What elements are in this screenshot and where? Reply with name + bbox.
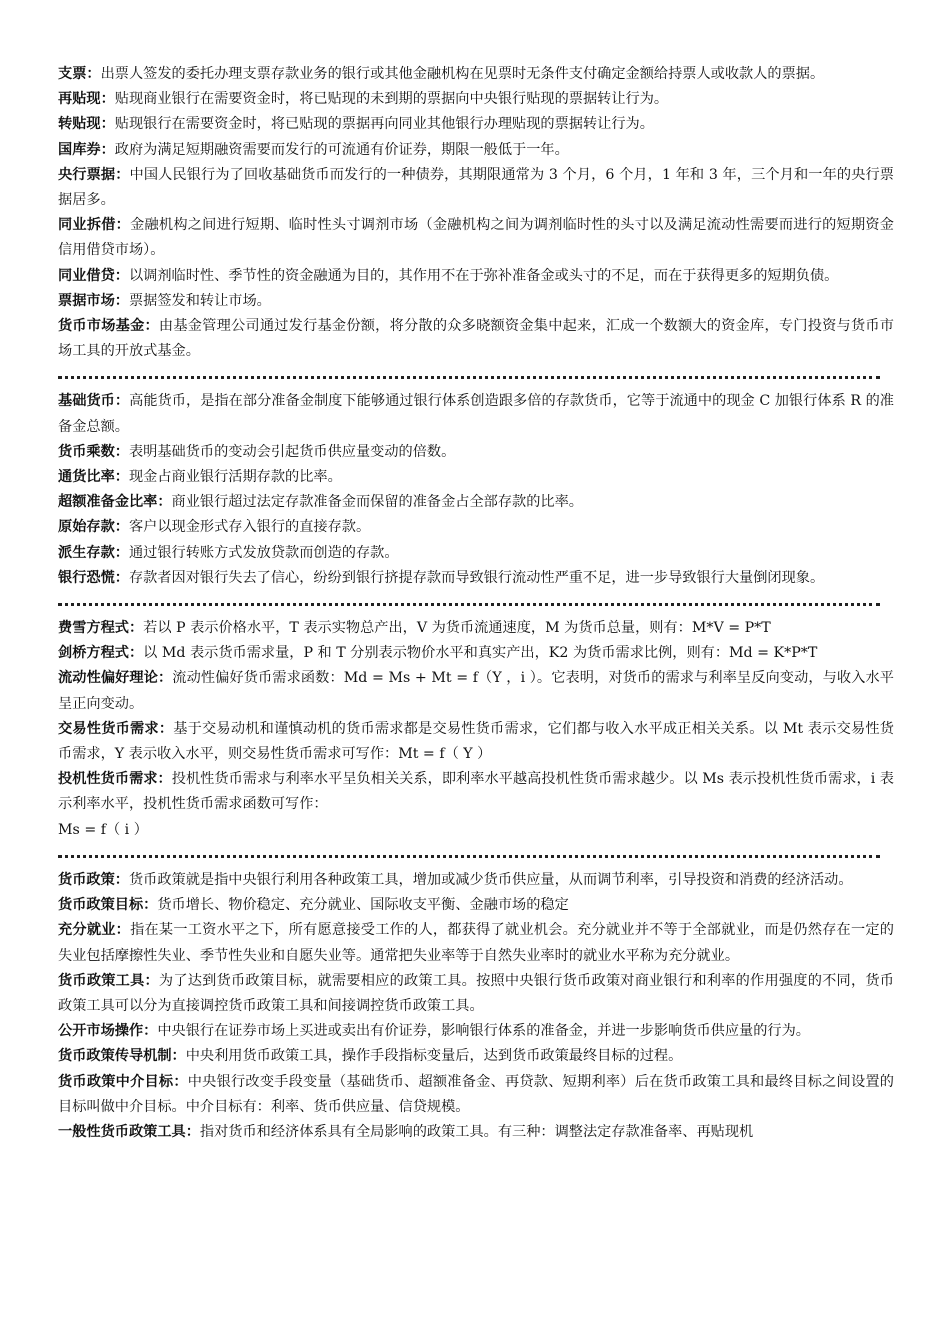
definition-text: 贴现商业银行在需要资金时，将已贴现的未到期的票据向中央银行贴现的票据转让行为。 — [114, 91, 669, 108]
definition-text: 通过银行转账方式发放贷款而创造的存款。 — [128, 544, 399, 561]
definition-entry — [58, 465, 894, 490]
term-label: 货币市场基金： — [58, 318, 159, 335]
definition-text: 中央银行在证券市场上买进或卖出有价证券，影响银行体系的准备金，并进一步影响货币供应量的行为。 — [157, 1023, 810, 1040]
definition-text: 货币政策就是指中央银行利用各种政策工具，增加或减少货币供应量，从而调节利率，引导投资和消费的经济活动。 — [128, 871, 853, 888]
definition-text: 由基金管理公司通过发行基金份额，将分散的众多晓额资金集中起来，汇成一个数额大的资金库，专门投资与货币市场工具的开放式基金。 — [58, 318, 894, 360]
term-label: 超额准备金比率： — [58, 494, 172, 511]
definition-entry — [58, 616, 894, 641]
definition-text: 中央银行改变手段变量（基础货币、超额准备金、再贷款、短期利率）后在货币政策工具和最终目标之间设置的目标叫做中介目标。中介目标有：利率、货币供应量、信贷规模。 — [58, 1073, 894, 1115]
definition-text: 贴现银行在需要资金时，将已贴现的票据再向同业其他银行办理贴现的票据转让行为。 — [114, 116, 654, 133]
term-label: 支票： — [58, 66, 101, 82]
definition-text: 流动性偏好货币需求函数：Md = Ms + Mt = f（Y ，i ）。它表明，对货币的需求与利率呈反向变动，与收入水平呈正向变动。 — [58, 670, 894, 712]
definition-text: 金融机构之间进行短期、临时性头寸调剂市场（金融机构之间为调剂临时性的头寸以及满足流动性需要而进行的短期资金信用借贷市场）。 — [58, 217, 894, 259]
definition-text: 以调剂临时性、季节性的资金融通为目的，其作用不在于弥补准备金或头寸的不足，而在于获得更多的短期负债。 — [128, 267, 839, 284]
definition-entry — [58, 289, 894, 314]
definition-text: 以 Md 表示货币需求量，P 和 T 分别表示物价水平和真实产出，K2 为货币需求比例，则有：Md = K*P*T — [143, 645, 818, 662]
section-money-demand — [58, 616, 894, 843]
term-label: 国库券： — [58, 141, 115, 158]
definition-entry — [58, 566, 894, 591]
term-label: 货币政策传导机制： — [58, 1048, 186, 1065]
term-label: 货币政策工具： — [58, 972, 159, 989]
formula-line — [58, 818, 894, 843]
term-label: 充分就业： — [58, 922, 131, 939]
term-label: 票据市场： — [58, 292, 129, 309]
definition-text: 基于交易动机和谨慎动机的货币需求都是交易性货币需求，它们都与收入水平成正相关关系。以 Mt 表示交易性货币需求，Y 表示收入水平，则交易性货币需求可写作：Mt = f（ Y ） — [58, 720, 894, 763]
definition-entry — [58, 264, 894, 289]
definition-text: 货币增长、物价稳定、充分就业、国际收支平衡、金融市场的稳定 — [157, 897, 569, 914]
section-monetary-policy — [58, 868, 894, 1145]
definition-entry — [58, 666, 894, 716]
definition-entry — [58, 1070, 894, 1120]
term-label: 通货比率： — [58, 469, 129, 486]
definition-entry — [58, 112, 894, 137]
definition-entry — [58, 490, 894, 515]
definition-text: 指对货币和经济体系具有全局影响的政策工具。有三种：调整法定存款准备率、再贴现机 — [199, 1123, 754, 1140]
definition-entry — [58, 717, 894, 767]
term-label: 公开市场操作： — [58, 1023, 158, 1040]
term-label: 投机性货币需求： — [58, 771, 172, 788]
definition-entry — [58, 314, 894, 364]
term-label: 转贴现： — [58, 116, 115, 133]
definition-text: 指在某一工资水平之下，所有愿意接受工作的人，都获得了就业机会。充分就业并不等于全部就业，而是仍然存在一定的失业包括摩擦性失业、季节性失业和自愿失业等。通常把失业率等于自然失业率时的就业水平称为充分就业。 — [58, 922, 894, 964]
term-label: 货币政策目标： — [58, 897, 158, 914]
definition-entry — [58, 1019, 894, 1044]
definition-text: 表明基础货币的变动会引起货币供应量变动的倍数。 — [128, 443, 456, 460]
definition-text: 中央利用货币政策工具，操作手段指标变量后，达到货币政策最终目标的过程。 — [185, 1048, 683, 1065]
definition-entry — [58, 918, 894, 968]
term-label: 剑桥方程式： — [58, 645, 144, 662]
definition-entry — [58, 213, 894, 263]
definition-text: 商业银行超过法定存款准备金而保留的准备金占全部存款的比率。 — [171, 494, 583, 511]
definition-entry — [58, 163, 894, 213]
dotted-divider — [58, 843, 894, 868]
definition-text: 存款者因对银行失去了信心，纷纷到银行挤提存款而导致银行流动性严重不足，进一步导致银行大量倒闭现象。 — [128, 569, 825, 586]
section-money-supply — [58, 389, 894, 591]
term-label: 交易性货币需求： — [58, 720, 174, 737]
term-label: 货币乘数： — [58, 443, 129, 460]
definition-entry — [58, 62, 894, 87]
term-label: 货币政策： — [58, 871, 129, 888]
definition-text: 若以 P 表示价格水平，T 表示实物总产出，V 为货币流通速度，M 为货币总量，则有：M*V = P*T — [143, 620, 771, 637]
term-label: 同业借贷： — [58, 267, 129, 284]
term-label: 流动性偏好理论： — [58, 670, 173, 687]
term-label: 货币政策中介目标： — [58, 1073, 188, 1090]
definition-entry — [58, 893, 894, 918]
definition-text: 中国人民银行为了回收基础货币而发行的一种债券，其期限通常为 3 个月，6 个月，1 年和 3 年，三个月和一年的央行票据居多。 — [58, 166, 894, 209]
definition-entry — [58, 541, 894, 566]
dotted-divider — [58, 591, 894, 616]
definition-entry — [58, 868, 894, 893]
definition-entry — [58, 767, 894, 817]
term-label: 派生存款： — [58, 544, 129, 561]
definition-entry — [58, 1120, 894, 1145]
definition-entry — [58, 515, 894, 540]
definition-text: 投机性货币需求与利率水平呈负相关关系，即利率水平越高投机性货币需求越少。以 Ms 表示投机性货币需求，i 表示利率水平，投机性货币需求函数可写作： — [58, 771, 894, 813]
dotted-divider — [58, 364, 894, 389]
definition-text: 客户以现金形式存入银行的直接存款。 — [128, 519, 371, 536]
definition-entry — [58, 389, 894, 439]
term-label: 同业拆借： — [58, 217, 131, 234]
definition-text: 为了达到货币政策目标，就需要相应的政策工具。按照中央银行货币政策对商业银行和利率的作用强度的不同，货币政策工具可以分为直接调控货币政策工具和间接调控货币政策工具。 — [58, 972, 894, 1014]
definition-text: Ms = f（ i ） — [58, 821, 148, 838]
term-label: 费雪方程式： — [58, 620, 144, 637]
definition-entry — [58, 87, 894, 112]
term-label: 原始存款： — [58, 519, 129, 536]
definition-entry — [58, 440, 894, 465]
definition-entry — [58, 969, 894, 1019]
term-label: 一般性货币政策工具： — [58, 1123, 200, 1140]
definition-text: 出票人签发的委托办理支票存款业务的银行或其他金融机构在见票时无条件支付确定金额给持票人或收款人的票据。 — [100, 66, 825, 82]
document-page — [58, 62, 894, 1145]
section-money-market — [58, 62, 894, 364]
definition-text: 现金占商业银行活期存款的比率。 — [128, 469, 342, 486]
definition-entry — [58, 1044, 894, 1069]
term-label: 央行票据： — [58, 166, 130, 183]
term-label: 再贴现： — [58, 91, 115, 108]
definition-text: 票据签发和转让市场。 — [128, 292, 271, 309]
term-label: 基础货币： — [58, 393, 130, 410]
definition-entry — [58, 138, 894, 163]
definition-text: 高能货币，是指在部分准备金制度下能够通过银行体系创造跟多倍的存款货币，它等于流通中的现金 C 加银行体系 R 的准备金总额。 — [58, 393, 894, 435]
definition-text: 政府为满足短期融资需要而发行的可流通有价证券，期限一般低于一年。 — [114, 141, 569, 158]
definition-entry — [58, 641, 894, 666]
term-label: 银行恐慌： — [58, 569, 129, 586]
